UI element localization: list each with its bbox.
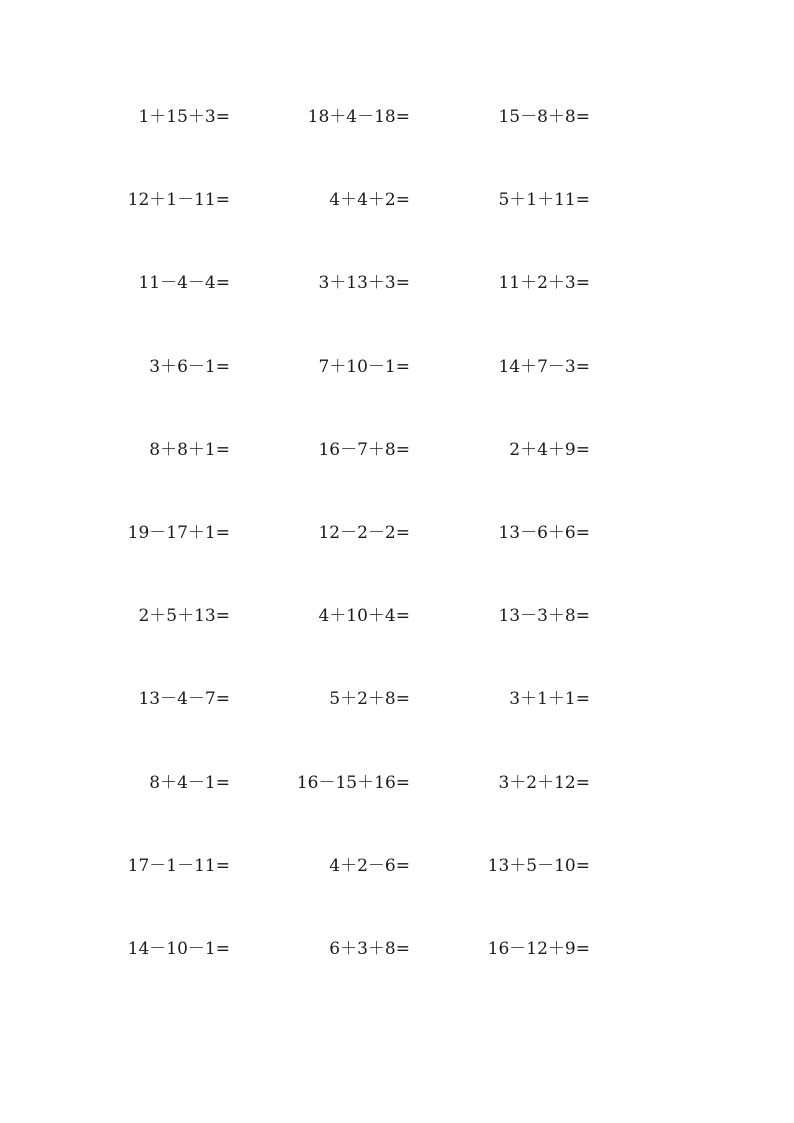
math-problem: 3＋6－1= bbox=[149, 356, 230, 377]
math-problem: 11－4－4= bbox=[138, 273, 230, 294]
math-problem: 13－4－7= bbox=[138, 689, 230, 710]
problem-row bbox=[0, 766, 794, 849]
math-problem: 16－12＋9= bbox=[487, 938, 590, 959]
math-problem: 13＋5－10= bbox=[487, 855, 590, 876]
math-problem: 14＋7－3= bbox=[498, 356, 590, 377]
math-problem: 4＋10＋4= bbox=[318, 606, 410, 627]
math-problem: 7＋10－1= bbox=[318, 356, 410, 377]
math-problem: 12＋1－11= bbox=[127, 190, 230, 211]
problem-grid bbox=[0, 100, 794, 1015]
math-problem: 12－2－2= bbox=[318, 522, 410, 543]
math-problem: 15－8＋8= bbox=[498, 107, 590, 127]
math-problem: 8＋8＋1= bbox=[149, 439, 230, 460]
problem-row bbox=[0, 516, 794, 599]
math-problem: 13－6＋6= bbox=[498, 522, 590, 543]
math-problem: 5＋2＋8= bbox=[329, 689, 410, 710]
math-problem: 6＋3＋8= bbox=[329, 938, 410, 959]
problem-row bbox=[0, 433, 794, 516]
math-problem: 19－17＋1= bbox=[127, 522, 230, 543]
math-problem: 17－1－11= bbox=[127, 855, 230, 876]
math-problem: 18＋4－18= bbox=[307, 107, 410, 127]
math-problem: 3＋2＋12= bbox=[498, 772, 590, 793]
math-problem: 14－10－1= bbox=[127, 938, 230, 959]
problem-row bbox=[0, 100, 794, 183]
problem-row bbox=[0, 183, 794, 266]
math-problem: 4＋4＋2= bbox=[329, 190, 410, 211]
problem-row bbox=[0, 932, 794, 1015]
math-problem: 16－15＋16= bbox=[296, 772, 410, 793]
math-problem: 16－7＋8= bbox=[318, 439, 410, 460]
problem-row bbox=[0, 350, 794, 433]
math-problem: 2＋4＋9= bbox=[509, 439, 590, 460]
math-problem: 3＋13＋3= bbox=[318, 273, 410, 294]
problem-row bbox=[0, 599, 794, 682]
math-problem: 3＋1＋1= bbox=[509, 689, 590, 710]
math-problem: 2＋5＋13= bbox=[138, 606, 230, 627]
math-problem: 1＋15＋3= bbox=[138, 107, 230, 127]
problem-row bbox=[0, 682, 794, 765]
math-problem: 4＋2－6= bbox=[329, 855, 410, 876]
math-problem: 13－3＋8= bbox=[498, 606, 590, 627]
math-problem: 11＋2＋3= bbox=[498, 273, 590, 294]
math-problem: 5＋1＋11= bbox=[498, 190, 590, 211]
problem-row bbox=[0, 266, 794, 349]
problem-row bbox=[0, 849, 794, 932]
math-problem: 8＋4－1= bbox=[149, 772, 230, 793]
